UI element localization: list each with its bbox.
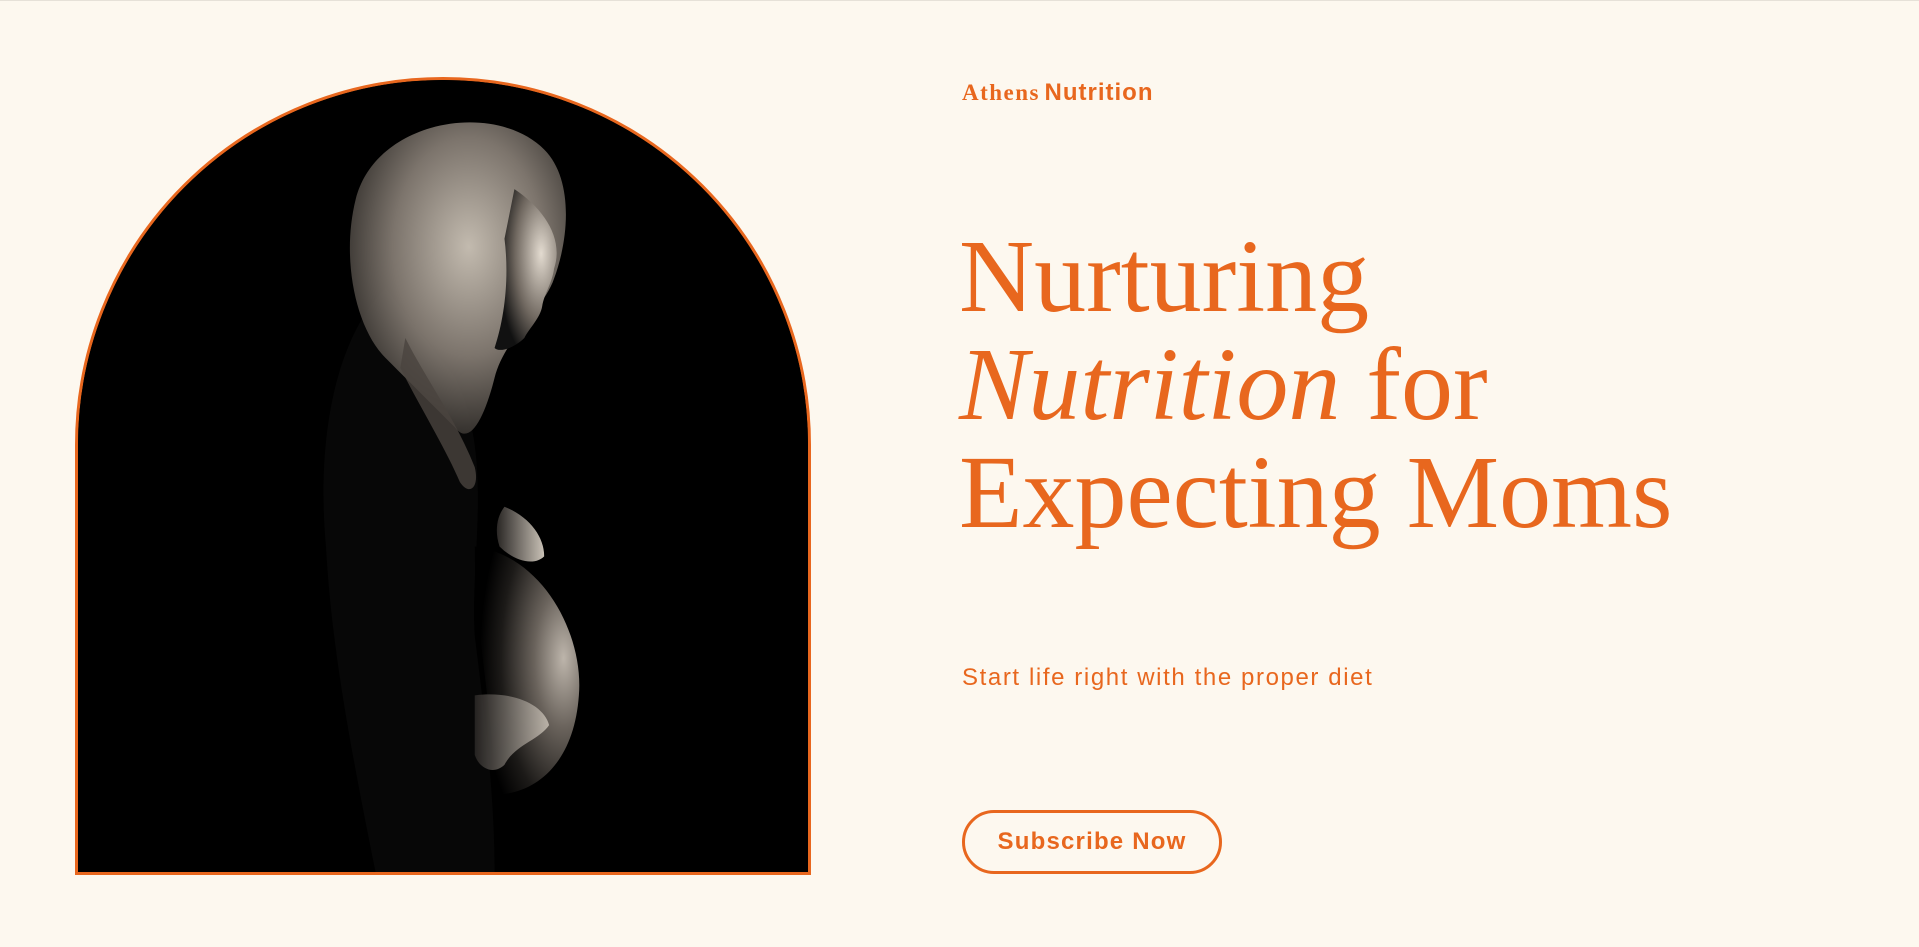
headline-italic-word: Nutrition [959, 327, 1341, 442]
headline-line-2-rest: for [1340, 327, 1488, 442]
subscribe-button[interactable]: Subscribe Now [962, 810, 1222, 874]
hero-subtitle: Start life right with the proper diet [962, 664, 1374, 691]
headline-line-1: Nurturing [959, 219, 1370, 334]
brand-name-part1: Athens [962, 80, 1041, 105]
pregnant-woman-photo [78, 80, 808, 872]
hero-photo-frame [75, 77, 811, 875]
brand-name-part2: Nutrition [1044, 79, 1154, 106]
hero-headline [959, 219, 1673, 550]
brand-logo[interactable] [962, 79, 1154, 107]
headline-line-2 [959, 327, 1672, 442]
headline-line-3: Expecting Moms [959, 435, 1673, 550]
